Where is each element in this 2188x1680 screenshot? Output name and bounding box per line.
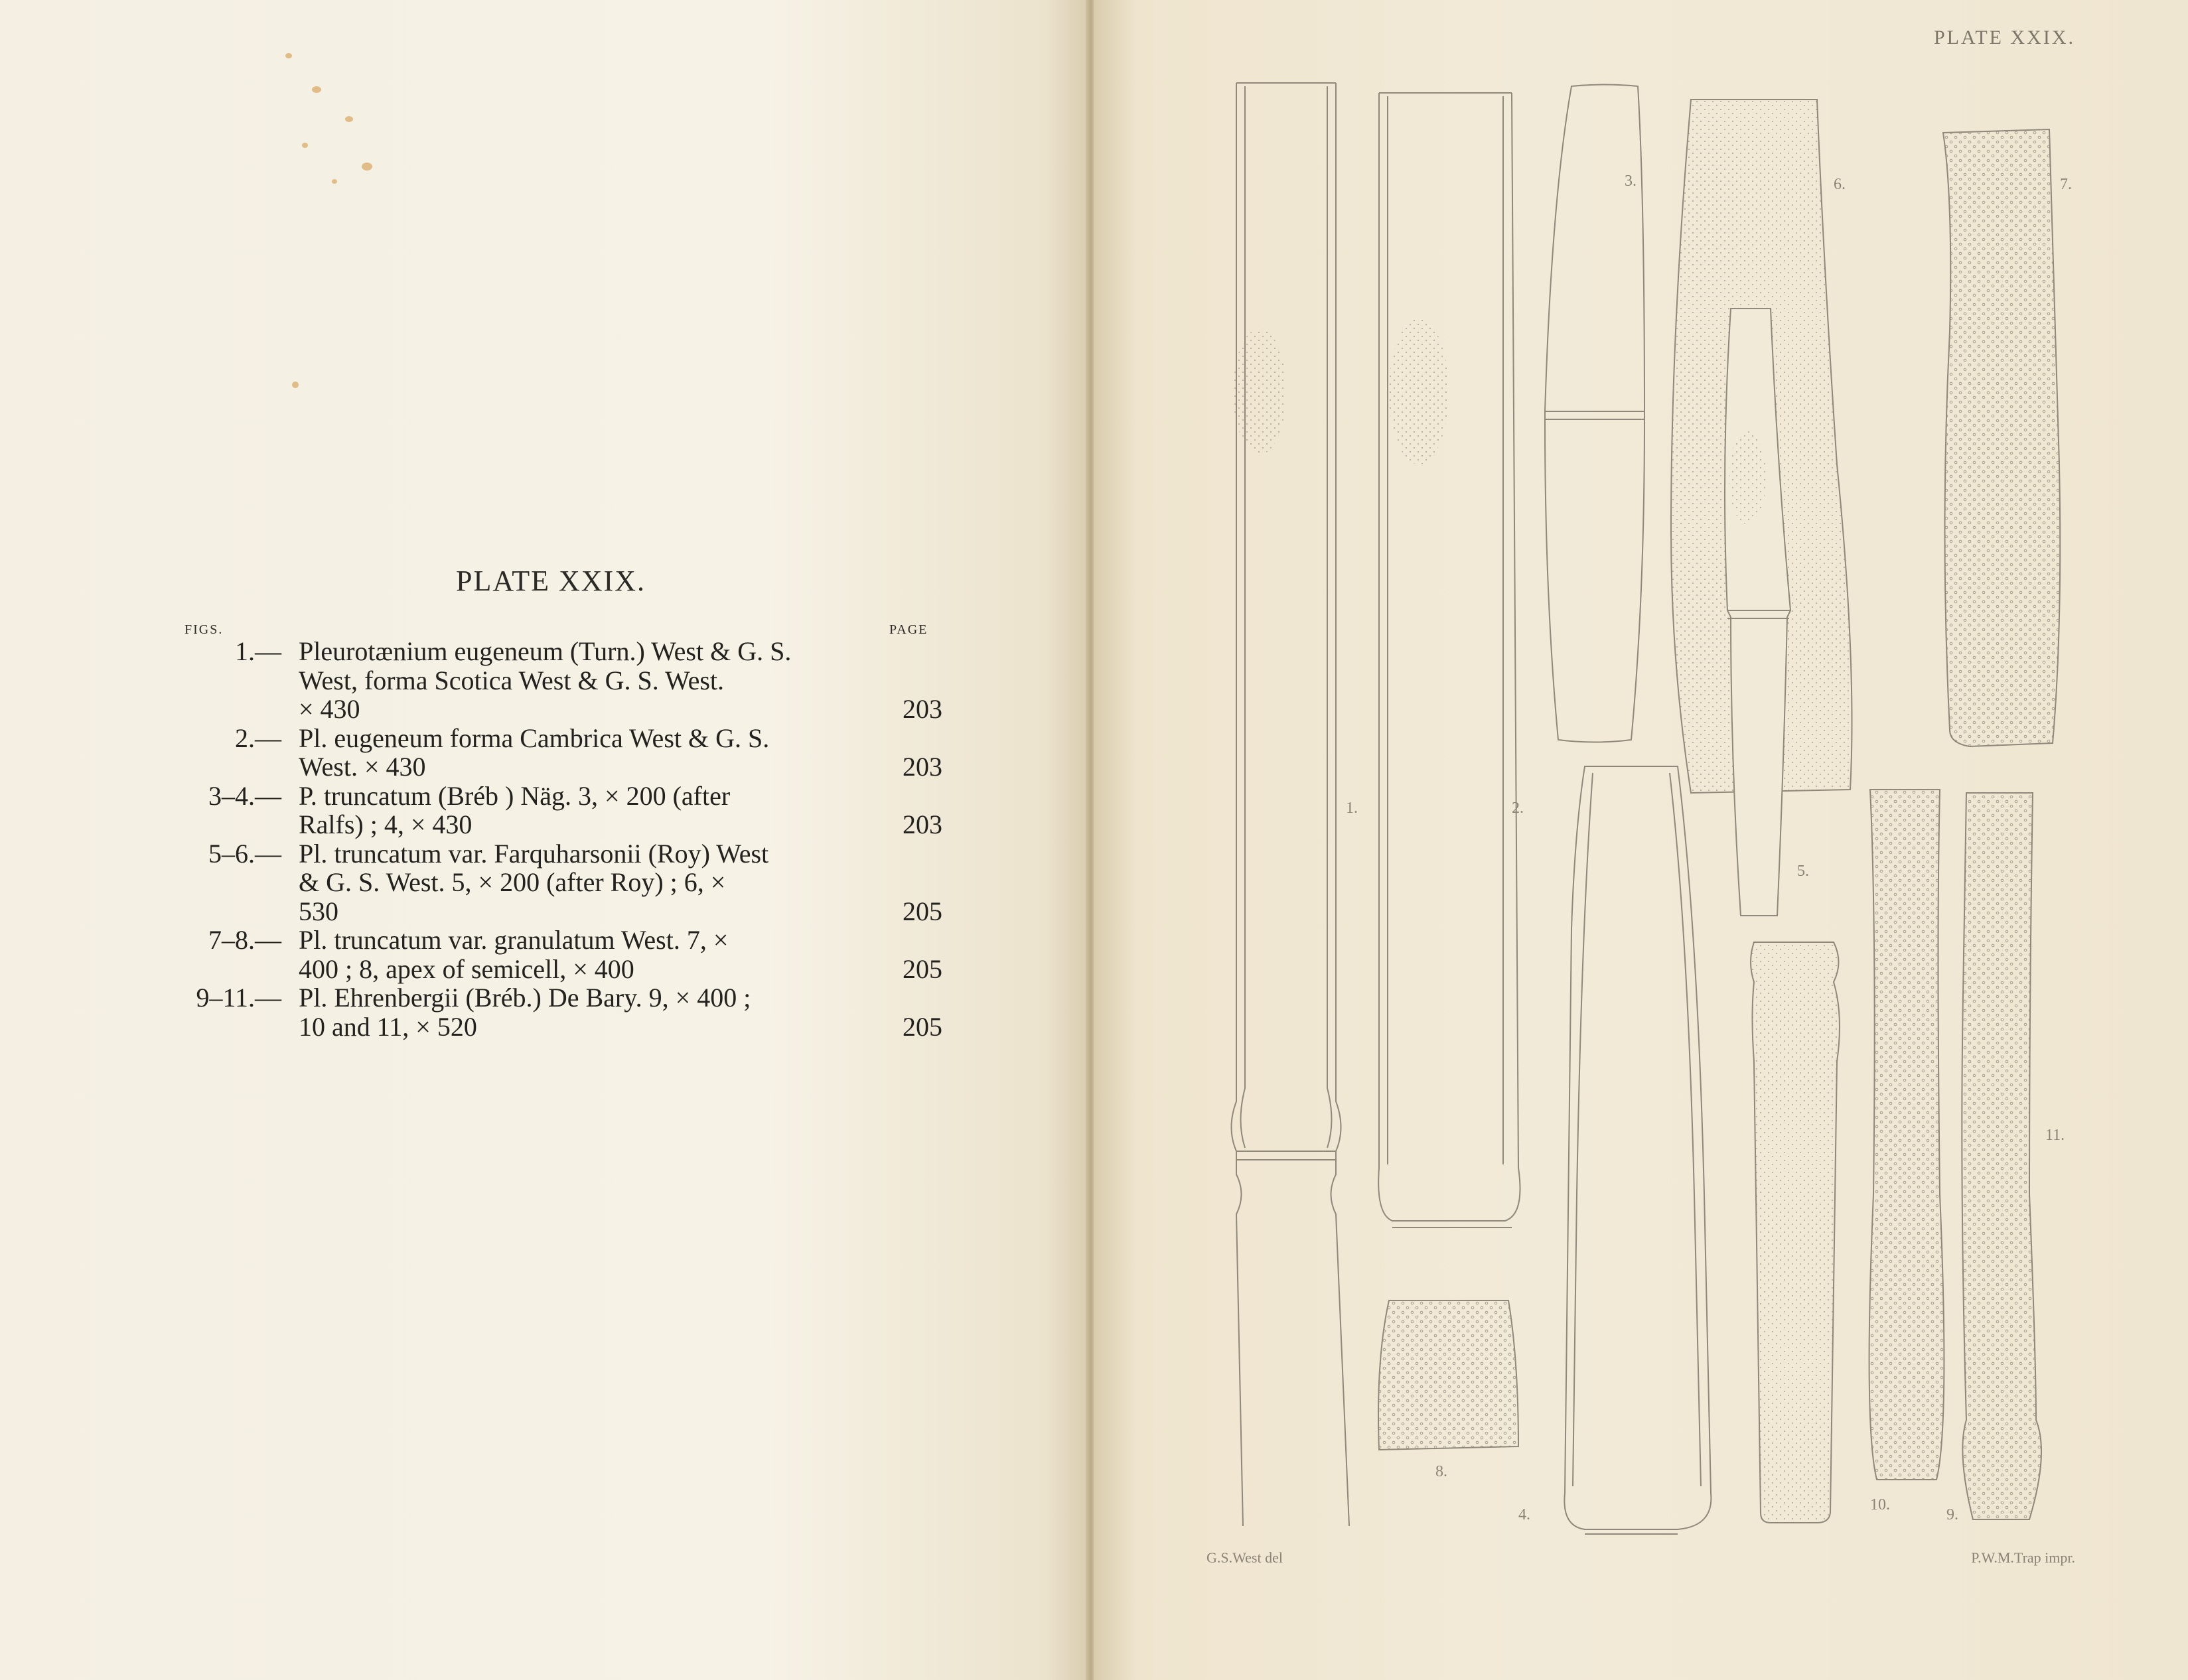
entry-line: Pl. eugeneum forma Cambrica West & G. S. <box>299 723 770 753</box>
figure-number: 5–6.— <box>208 838 281 869</box>
entry-line: 400 ; 8, apex of semicell, × 400 <box>299 953 634 984</box>
page-number: 205 <box>903 896 942 926</box>
entry-line: Pl. truncatum var. Farquharsonii (Roy) West <box>299 838 769 869</box>
entry-line: P. truncatum (Bréb ) Näg. 3, × 200 (after <box>299 780 731 811</box>
list-item <box>133 782 942 839</box>
foxing-stain <box>302 143 308 148</box>
entry-line: Pleurotænium eugeneum (Turn.) West & G. S. <box>299 636 792 666</box>
entry-line: 10 and 11, × 520 <box>299 1011 477 1042</box>
list-item <box>133 926 942 983</box>
figure-4-cell <box>1564 766 1711 1534</box>
list-item <box>133 724 942 782</box>
foxing-stain <box>332 179 337 184</box>
foxing-stain <box>312 86 321 93</box>
figure-label: 3. <box>1625 173 1637 190</box>
figure-label: 9. <box>1946 1506 1958 1523</box>
page-number: 203 <box>903 752 942 782</box>
figs-column-header: FIGS. <box>184 622 224 637</box>
figure-number: 7–8.— <box>208 925 281 955</box>
entry-line: West. × 430 <box>299 752 426 782</box>
figure-label: 10. <box>1870 1496 1890 1513</box>
page-column-header: PAGE <box>889 622 928 637</box>
entry-line: West, forma Scotica West & G. S. West. <box>299 665 724 695</box>
figure-list <box>133 637 942 1041</box>
entry-line: × 430 <box>299 694 360 724</box>
figure-10-cell <box>1751 942 1840 1523</box>
figure-9-cell <box>1962 793 2041 1519</box>
page-number: 203 <box>903 809 942 839</box>
figure-10-tall-cell <box>1869 790 1944 1480</box>
figure-label: 11. <box>2045 1127 2065 1144</box>
list-item <box>133 983 942 1041</box>
figure-label: 2. <box>1512 800 1524 817</box>
figure-number: 9–11.— <box>196 983 281 1013</box>
page-number: 205 <box>903 1011 942 1042</box>
entry-line: Pl. Ehrenbergii (Bréb.) De Bary. 9, × 400 ; <box>299 983 751 1013</box>
entry-line: 530 <box>299 896 338 926</box>
figure-label: 1. <box>1346 800 1358 817</box>
page-number: 205 <box>903 953 942 984</box>
foxing-stain <box>292 382 299 388</box>
figure-number: 1.— <box>235 636 281 666</box>
foxing-stain <box>345 116 353 122</box>
plate-label: PLATE XXIX. <box>1934 27 2075 48</box>
page-title: PLATE XXIX. <box>456 565 646 597</box>
entry-line: & G. S. West. 5, × 200 (after Roy) ; 6, × <box>299 867 726 897</box>
figure-number: 3–4.— <box>208 780 281 811</box>
figure-8-cell <box>1378 1300 1518 1450</box>
figure-label: 8. <box>1435 1463 1447 1480</box>
figure-label: 7. <box>2060 176 2072 193</box>
printer-credit: P.W.M.Trap impr. <box>1971 1549 2075 1566</box>
entry-line: Ralfs) ; 4, × 430 <box>299 809 473 839</box>
figure-label: 4. <box>1518 1506 1530 1523</box>
left-page <box>0 0 1088 1680</box>
figure-label: 6. <box>1834 176 1846 193</box>
entry-line: Pl. truncatum var. granulatum West. 7, × <box>299 925 729 955</box>
figure-1-cell <box>1232 83 1350 1526</box>
foxing-stain <box>285 53 292 58</box>
figure-7-cell <box>1943 129 2060 746</box>
figure-number: 2.— <box>235 723 281 753</box>
list-item <box>133 839 942 926</box>
page-number: 203 <box>903 694 942 724</box>
artist-credit: G.S.West del <box>1206 1549 1283 1566</box>
foxing-stain <box>362 163 372 171</box>
figure-label: 5. <box>1797 863 1809 880</box>
list-item <box>133 637 942 724</box>
plate-figures <box>1094 0 2188 1680</box>
figure-2-cell <box>1378 93 1520 1227</box>
